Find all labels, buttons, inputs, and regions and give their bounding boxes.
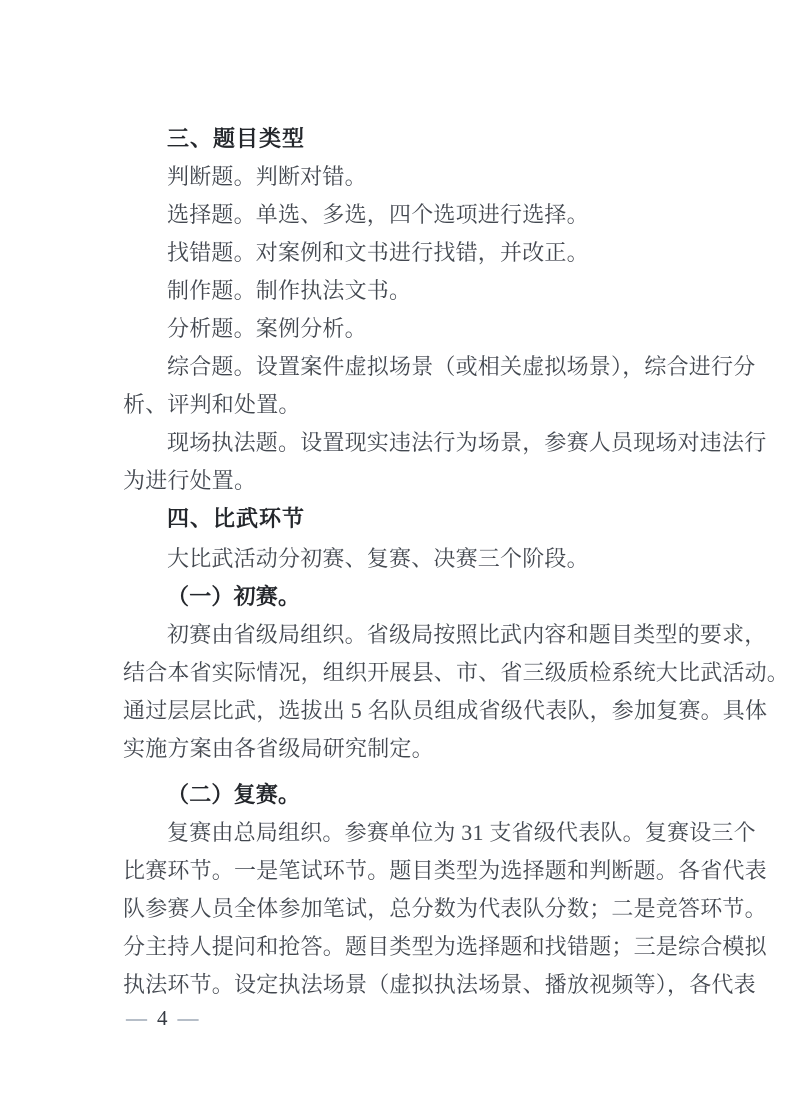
text-line: 析、评判和处置。 bbox=[123, 392, 301, 417]
text-line: 比赛环节。一是笔试环节。题目类型为选择题和判断题。各省代表 bbox=[123, 858, 767, 883]
text-line: 分析题。案例分析。 bbox=[167, 316, 367, 341]
text-line: 执法环节。设定执法场景（虚拟执法场景、播放视频等），各代表 bbox=[123, 972, 756, 997]
text-line: 判断题。判断对错。 bbox=[167, 164, 367, 189]
subsection-heading: （一）初赛。 bbox=[167, 584, 301, 609]
text-line: 选择题。单选、多选，四个选项进行选择。 bbox=[167, 202, 589, 227]
text-line: 初赛由省级局组织。省级局按照比武内容和题目类型的要求， bbox=[167, 622, 767, 647]
footer-dash-right: — bbox=[177, 1006, 199, 1030]
text-line: 找错题。对案例和文书进行找错，并改正。 bbox=[167, 240, 589, 265]
text-line: 分主持人提问和抢答。题目类型为选择题和找错题；三是综合模拟 bbox=[123, 934, 767, 959]
document-body bbox=[123, 120, 790, 1004]
section-heading: 四、比武环节 bbox=[167, 506, 306, 531]
text-line: 为进行处置。 bbox=[123, 468, 257, 493]
text-line: 复赛由总局组织。参赛单位为 31 支省级代表队。复赛设三个 bbox=[167, 820, 756, 845]
text-line: 现场执法题。设置现实违法行为场景，参赛人员现场对违法行 bbox=[167, 430, 767, 455]
text-line: 通过层层比武，选拔出 5 名队员组成省级代表队，参加复赛。具体 bbox=[123, 698, 768, 723]
text-line: 实施方案由各省级局研究制定。 bbox=[123, 736, 434, 761]
text-line: 大比武活动分初赛、复赛、决赛三个阶段。 bbox=[167, 546, 589, 571]
text-line: 结合本省实际情况，组织开展县、市、省三级质检系统大比武活动。 bbox=[123, 660, 790, 685]
footer-dash-left: — bbox=[126, 1006, 147, 1030]
subsection-heading: （二）复赛。 bbox=[167, 782, 301, 807]
page-number: 4 bbox=[157, 1006, 168, 1030]
section-heading: 三、题目类型 bbox=[167, 126, 306, 151]
text-line: 队参赛人员全体参加笔试，总分数为代表队分数；二是竞答环节。 bbox=[123, 896, 767, 921]
text-line: 制作题。制作执法文书。 bbox=[167, 278, 412, 303]
text-line: 综合题。设置案件虚拟场景（或相关虚拟场景），综合进行分 bbox=[167, 354, 756, 379]
page-footer bbox=[126, 999, 199, 1037]
